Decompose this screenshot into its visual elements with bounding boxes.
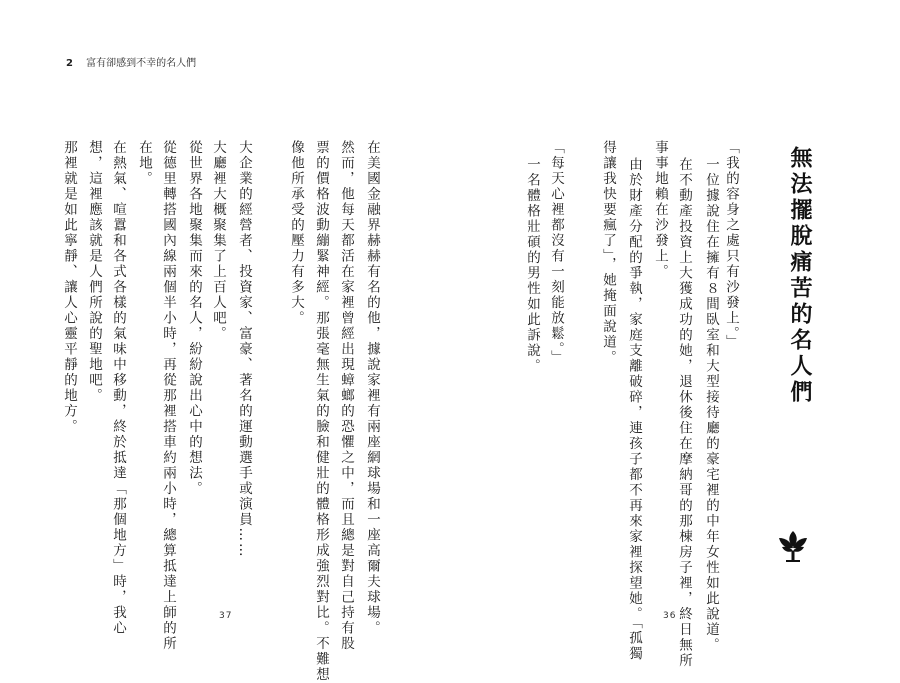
text-line: 大廳裡大概聚集了上百人吧。 — [210, 140, 226, 342]
text-line: 「每天心裡都沒有一刻能放鬆。」 — [548, 140, 564, 366]
text-line: 票的價格波動繃緊神經。那張毫無生氣的臉和健壯的體格形成強烈對比。不難想 — [313, 140, 329, 683]
text-line: 像他所承受的壓力有多大。 — [288, 140, 304, 326]
text-line: 在地。 — [136, 140, 152, 187]
text-line: 「我的容身之處只有沙發上。」 — [723, 140, 739, 351]
text-line: 由於財產分配的爭執，家庭支離破碎，連孩子都不再來家裡探望她。「孤獨 — [626, 157, 642, 662]
text-line: 得讓我快要瘋了」，她掩面說道。 — [600, 140, 616, 366]
text-line: 在熱氣、喧囂和各式各樣的氣味中移動，終於抵達「那個地方」時，我心 — [110, 140, 126, 636]
text-line: 大企業的經營者、投資家、富豪、著名的運動選手或演員…… — [236, 140, 252, 559]
page-number-37: 37 — [219, 611, 233, 621]
text-line: 想，這裡應該就是人們所說的聖地吧。 — [86, 140, 102, 404]
page-number-36: 36 — [663, 611, 677, 621]
text-line: 事事地賴在沙發上。 — [652, 140, 668, 280]
text-line: 在美國金融界赫赫有名的他，據說家裡有兩座網球場和一座高爾夫球場。 — [364, 140, 380, 636]
running-head — [66, 54, 196, 69]
text-line: 那裡就是如此寧靜、讓人心靈平靜的地方。 — [61, 140, 77, 435]
text-line: 從德里轉搭國內線兩個半小時，再從那裡搭車約兩小時，總算抵達上師的所 — [160, 140, 176, 652]
text-line: 從世界各地聚集而來的名人，紛紛說出心中的想法。 — [186, 140, 202, 497]
lotus-emblem-icon — [776, 527, 810, 563]
section-title: 無法擺脫痛苦的名人們 — [787, 146, 812, 406]
header-chapter-title: 富有卻感到不幸的名人們 — [86, 58, 197, 69]
text-line: 一位據說住在擁有８間臥室和大型接待廳的豪宅裡的中年女性如此說道。 — [703, 157, 719, 653]
text-line: 在不動產投資上大獲成功的她，退休後住在摩納哥的那棟房子裡，終日無所 — [676, 157, 692, 669]
text-line: 然而，他每天都活在家裡曾經出現蟑螂的恐懼之中，而且總是對自己持有股 — [338, 140, 354, 652]
text-line: 一名體格壯碩的男性如此訴說。 — [524, 157, 540, 374]
header-page-number: 2 — [66, 58, 73, 69]
